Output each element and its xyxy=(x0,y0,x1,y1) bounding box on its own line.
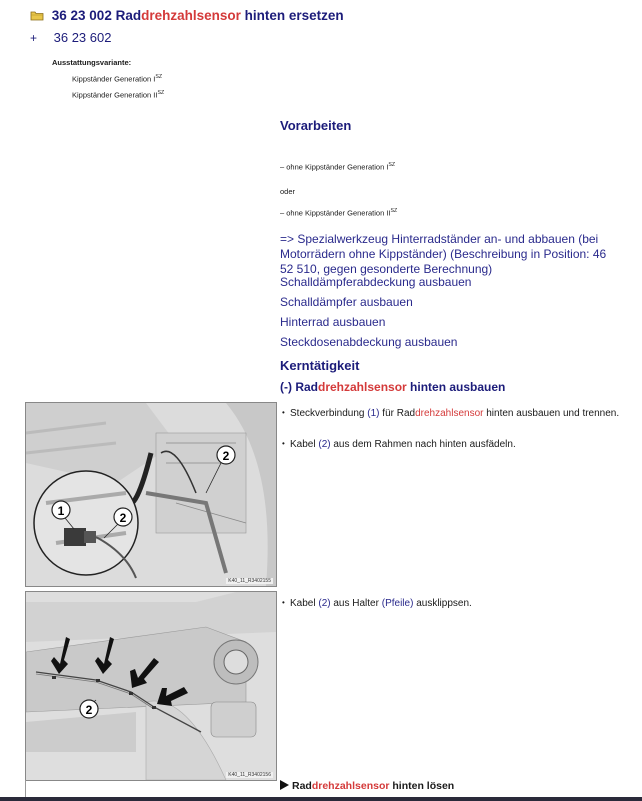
cable-holder-illustration xyxy=(26,592,276,780)
equipment-variant xyxy=(72,74,162,84)
text: Kabel xyxy=(290,439,319,450)
prep-condition-or: oder xyxy=(280,187,296,196)
text: aus Halter xyxy=(330,598,382,609)
bullet-icon: • xyxy=(282,439,285,448)
variant-sup: SZ xyxy=(155,74,163,80)
condition-text: – ohne Kippständer Generation I xyxy=(280,162,389,172)
callout-2: 2 xyxy=(85,703,93,717)
equipment-variant-label: Ausstattungsvariante: xyxy=(52,58,132,67)
variant-sup: SZ xyxy=(157,90,165,96)
next-step-highlight: drehzahlsensor xyxy=(311,780,390,792)
repair-number: 36 23 002 xyxy=(51,8,112,23)
condition-text: – ohne Kippständer Generation II xyxy=(280,208,391,218)
arrows-ref[interactable]: (Pfeile) xyxy=(381,598,414,609)
callout-ref[interactable]: (2) xyxy=(318,598,331,609)
equipment-variant xyxy=(72,90,164,100)
highlight-text: drehzahlsensor xyxy=(415,408,484,419)
text: Steckverbindung xyxy=(290,408,368,419)
figure-code: K40_11_R3402155 xyxy=(228,578,271,584)
special-tool-link[interactable]: => Spezialwerkzeug Hinterradständer an- und abbauen (bei Motorrädern ohne Kippständer) (Beschreibung in Position: 46 52 510, gegen gesonderte Berechnung) xyxy=(280,232,607,276)
connector-illustration xyxy=(26,403,276,586)
prep-condition xyxy=(280,162,395,172)
prep-link-rear-wheel[interactable]: Hinterrad ausbauen xyxy=(280,315,386,329)
figure-connector[interactable] xyxy=(25,402,277,587)
title-prefix: Rad xyxy=(115,8,142,23)
prep-link-muffler[interactable]: Schalldämpfer ausbauen xyxy=(280,295,413,309)
title-highlight: drehzahlsensor xyxy=(141,8,241,23)
related-repair-row[interactable] xyxy=(30,30,111,45)
text: Kabel xyxy=(290,598,319,609)
preparation-heading: Vorarbeiten xyxy=(280,118,352,133)
callout-ref[interactable]: (1) xyxy=(367,408,380,419)
step-title xyxy=(280,380,505,394)
bullet-icon: • xyxy=(282,598,285,607)
variant-text: Kippständer Generation I xyxy=(72,74,156,84)
text: für Rad xyxy=(379,408,416,419)
callout-ref[interactable]: (2) xyxy=(318,439,331,450)
plus-icon[interactable]: + xyxy=(30,31,38,45)
prep-condition xyxy=(280,208,397,218)
figure-cable-holder[interactable] xyxy=(25,591,277,781)
folder-icon[interactable] xyxy=(30,9,44,19)
next-step-suffix: hinten lösen xyxy=(389,780,455,792)
prep-link-muffler-cover[interactable]: Schalldämpferabdeckung ausbauen xyxy=(280,275,472,289)
text: hinten ausbauen und trennen. xyxy=(483,408,620,419)
next-step-link[interactable] xyxy=(280,780,454,792)
bullet-icon: • xyxy=(282,408,285,417)
text: ausklippsen. xyxy=(413,598,472,609)
step-suffix: hinten ausbauen xyxy=(406,380,506,394)
bottom-border xyxy=(0,797,642,801)
related-repair-number[interactable]: 36 23 602 xyxy=(53,30,112,45)
instruction-item xyxy=(282,438,630,451)
play-triangle-icon xyxy=(280,780,289,790)
next-step-prefix: Rad xyxy=(292,780,312,792)
core-heading: Kerntätigkeit xyxy=(280,358,360,373)
page-title xyxy=(30,8,344,23)
variant-text: Kippständer Generation II xyxy=(72,90,158,100)
step-prefix: (-) Rad xyxy=(280,380,318,394)
prep-link-socket-cover[interactable]: Steckdosenabdeckung ausbauen xyxy=(280,335,458,349)
callout-1: 1 xyxy=(57,504,65,518)
step-highlight: drehzahlsensor xyxy=(318,380,407,394)
condition-sup: SZ xyxy=(390,208,398,214)
callout-2: 2 xyxy=(222,449,230,463)
divider xyxy=(25,780,26,797)
figure-code: K40_11_R3402156 xyxy=(228,772,271,778)
condition-sup: SZ xyxy=(388,162,396,168)
instruction-item xyxy=(282,407,630,420)
callout-2: 2 xyxy=(119,511,127,525)
title-suffix: hinten ersetzen xyxy=(240,8,344,23)
text: aus dem Rahmen nach hinten ausfädeln. xyxy=(330,439,516,450)
instruction-item xyxy=(282,597,630,610)
